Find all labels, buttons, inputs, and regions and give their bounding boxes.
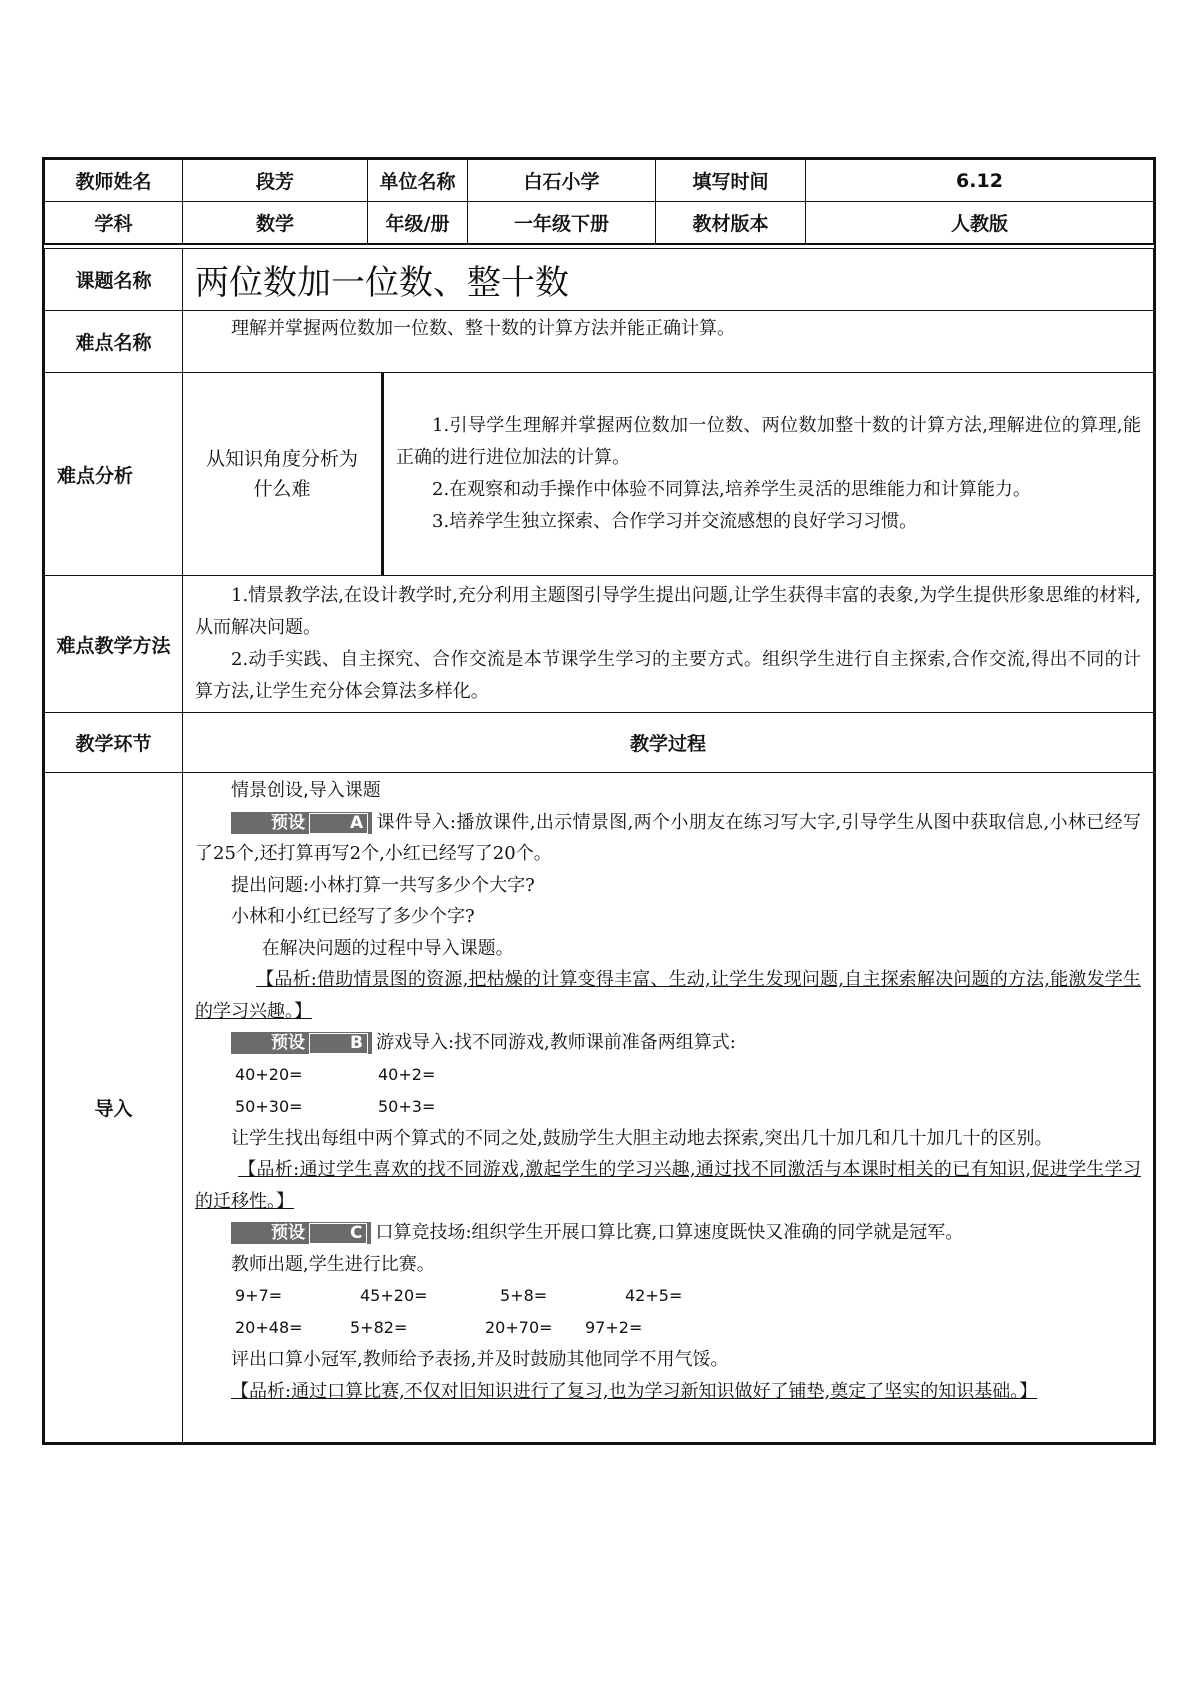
b-eq-2-1: 50+30= [235,1096,303,1116]
preset-a-badge [231,812,372,834]
header-table [44,159,1154,244]
c-paragraph-2: 教师出题,学生进行比赛。 [231,1253,435,1275]
b-equation-row-1 [195,1059,1141,1091]
date-value: 6.12 [806,160,1154,202]
c-eq-2-2: 5+82= [350,1318,408,1337]
b-eq-2-2: 50+3= [378,1096,436,1116]
analysis-line-3: 3.培养学生独立探索、合作学习并交流感想的良好学习习惯。 [432,511,918,532]
process-header: 教学过程 [183,713,1154,773]
analysis-label: 难点分析 [45,373,183,576]
unit-label: 单位名称 [368,160,468,202]
date-label: 填写时间 [656,160,806,202]
analysis-line-2: 2.在观察和动手操作中体验不同算法,培养学生灵活的思维能力和计算能力。 [432,479,1031,500]
preset-c-word: 预设 [271,1223,305,1243]
analysis-content [383,373,1154,576]
preset-a-word: 预设 [271,812,305,833]
c-equation-row-2 [195,1312,1141,1344]
body-table [44,248,1154,1443]
preset-b-letter: B [309,1033,368,1054]
lesson-plan-table [42,157,1156,1445]
grade-value: 一年级下册 [468,202,656,244]
b-eq-1-1: 40+20= [235,1064,303,1084]
c-eq-1-3: 5+8= [500,1286,548,1305]
c-eq-2-1: 20+48= [235,1318,303,1337]
note-a-text: 【品析:借助情景图的资源,把枯燥的计算变得丰富、生动,让学生发现问题,自主探索解决问题的方法,能激发学生的学习兴趣。】 [195,969,1141,1022]
topic-title: 两位数加一位数、整十数 [183,249,1154,311]
preset-a-text: 课件导入:播放课件,出示情景图,两个小朋友在练习写大字,引导学生从图中获取信息,小林已经写了25个,还打算再写2个,小红已经写了20个。 [195,811,1141,864]
preset-b-badge [231,1032,372,1054]
topic-label: 课题名称 [45,249,183,311]
difficulty-label: 难点名称 [45,311,183,373]
preset-b-paragraph [195,1027,1141,1059]
intro-content [183,773,1154,1443]
analysis-sub-label: 从知识角度分析为什么难 [183,373,383,576]
difficulty-text: 理解并掌握两位数加一位数、整十数的计算方法并能正确计算。 [183,311,1154,373]
preset-b-word: 预设 [271,1033,305,1053]
stage-header: 教学环节 [45,713,183,773]
method-content [183,576,1154,713]
teacher-value: 段芳 [183,160,368,202]
c-paragraph-3: 评出口算小冠军,教师给予表扬,并及时鼓励其他同学不用气馁。 [231,1349,729,1370]
method-line-2: 2.动手实践、自主探究、合作交流是本节课学生学习的主要方式。组织学生进行自主探索,合作交流,得出不同的计算方法,让学生充分体会算法多样化。 [195,649,1141,702]
note-b-text: 【品析:通过学生喜欢的找不同游戏,激起学生的学习兴趣,通过找不同激活与本课时相关的已有知识,促进学生学习的迁移性。】 [195,1159,1141,1212]
intro-heading: 情景创设,导入课题 [231,780,381,801]
c-eq-1-1: 9+7= [235,1286,283,1305]
note-c [195,1376,1141,1408]
note-a [195,964,1141,1027]
edition-label: 教材版本 [656,202,806,244]
note-c-text: 【品析:通过口算比赛,不仅对旧知识进行了复习,也为学习新知识做好了铺垫,奠定了坚实的知识基础。】 [231,1380,1038,1402]
question-3: 在解决问题的过程中导入课题。 [261,937,514,959]
unit-value: 白石小学 [468,160,656,202]
b-paragraph-2: 让学生找出每组中两个算式的不同之处,鼓励学生大胆主动地去探索,突出几十加几和几十加几十的区别。 [231,1127,1053,1149]
c-eq-2-3: 20+70= [485,1318,553,1337]
edition-value: 人教版 [806,202,1154,244]
note-b [195,1154,1141,1217]
preset-c-text: 口算竞技场:组织学生开展口算比赛,口算速度既快又准确的同学就是冠军。 [375,1222,964,1243]
subject-label: 学科 [45,202,183,244]
intro-stage-label: 导入 [45,773,183,1443]
method-line-1: 1.情景教学法,在设计教学时,充分利用主题图引导学生提出问题,让学生获得丰富的表象,为学生提供形象思维的材料,从而解决问题。 [195,585,1141,638]
method-label: 难点教学方法 [45,576,183,713]
preset-c-paragraph [195,1217,1141,1249]
grade-label: 年级/册 [368,202,468,244]
b-eq-1-2: 40+2= [378,1064,436,1084]
preset-b-text: 游戏导入:找不同游戏,教师课前准备两组算式: [375,1032,736,1053]
c-eq-1-4: 42+5= [625,1286,683,1305]
preset-a-letter: A [309,813,368,834]
b-equation-row-2 [195,1091,1141,1123]
analysis-line-1: 1.引导学生理解并掌握两位数加一位数、两位数加整十数的计算方法,理解进位的算理,能正确的进行进位加法的计算。 [396,415,1141,468]
subject-value: 数学 [183,202,368,244]
teacher-label: 教师姓名 [45,160,183,202]
c-eq-2-4: 97+2= [585,1318,643,1337]
question-2: 小林和小红已经写了多少个字? [231,906,475,927]
preset-c-letter: C [309,1223,367,1244]
c-equation-row-1 [195,1280,1141,1312]
question-1: 提出问题:小林打算一共写多少个大字? [231,874,535,896]
preset-a-paragraph [195,807,1141,870]
c-eq-1-2: 45+20= [360,1286,428,1305]
preset-c-badge [231,1222,371,1244]
